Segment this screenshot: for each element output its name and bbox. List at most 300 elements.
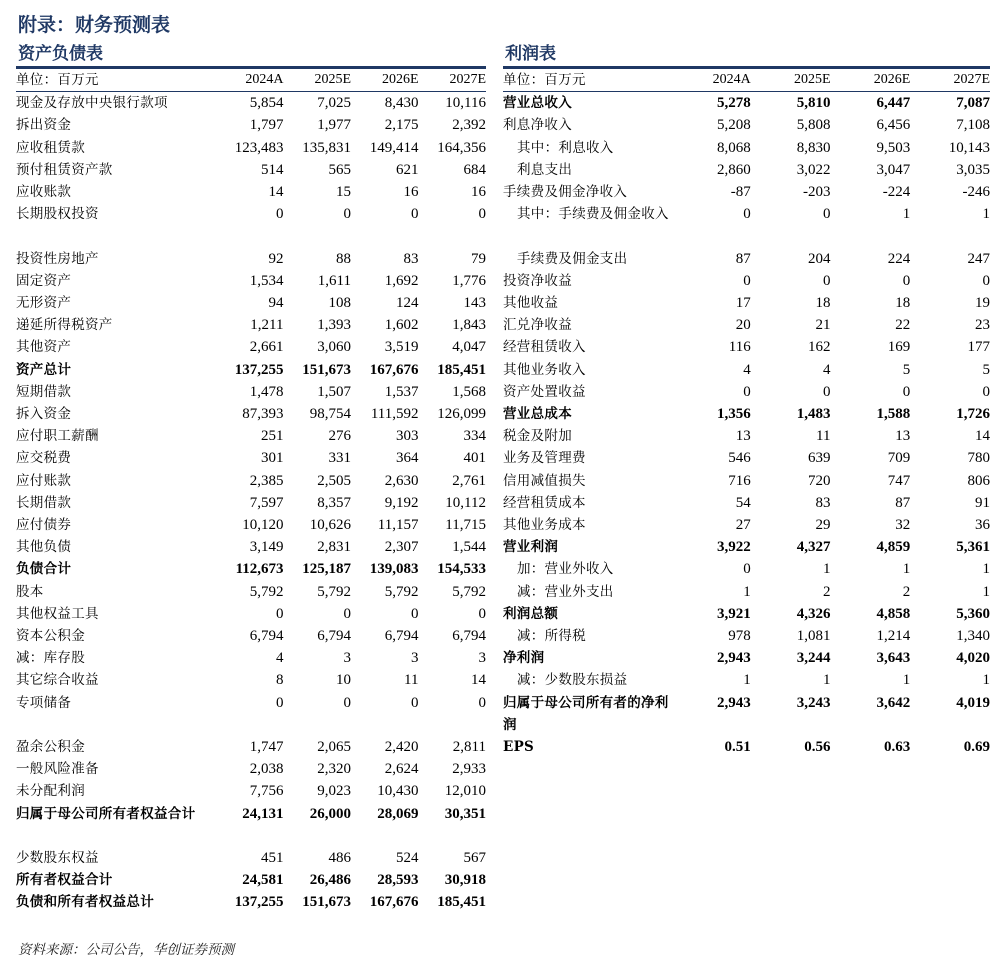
value-cell: 331 [328, 450, 351, 467]
table-row [503, 447, 990, 469]
value-cell: 1 [982, 672, 990, 689]
value-cell: 1,081 [796, 628, 831, 645]
value-cell: 1 [743, 583, 751, 600]
row-label: 其他收益 [503, 295, 559, 312]
table-row [503, 292, 990, 314]
value-cell: 1,776 [452, 272, 486, 289]
value-cell: 1,534 [249, 272, 284, 289]
value-cell: 567 [463, 850, 486, 867]
value-cell: 2,761 [452, 472, 486, 489]
value-cell: 1 [982, 583, 990, 600]
value-cell: 5,810 [796, 95, 831, 112]
table-row [503, 159, 990, 181]
value-cell: 2,831 [317, 539, 351, 556]
value-cell: 0 [276, 206, 284, 223]
value-cell: 10 [336, 672, 351, 689]
value-cell: 224 [887, 250, 911, 267]
value-cell: 806 [967, 472, 990, 489]
value-cell: 0.51 [724, 739, 751, 756]
year-header: 2027E [419, 69, 487, 92]
value-cell: 2,933 [452, 761, 486, 778]
table-row [16, 447, 486, 469]
table-row [16, 181, 486, 203]
value-cell: 0 [411, 694, 419, 711]
value-cell: 135,831 [302, 139, 351, 156]
page-title: 附录：财务预测表 [18, 14, 171, 36]
value-cell: -203 [803, 184, 831, 201]
value-cell: 30,351 [444, 805, 486, 822]
value-cell: 0 [276, 694, 284, 711]
value-cell: 108 [328, 295, 351, 312]
row-label: 营业总成本 [503, 406, 572, 423]
value-cell: 88 [336, 250, 351, 267]
table-row [16, 780, 486, 802]
row-label: 资本公积金 [16, 628, 85, 645]
value-cell: 524 [396, 850, 419, 867]
value-cell: 1,602 [384, 317, 419, 334]
value-cell: 3,921 [717, 605, 751, 622]
value-cell: 2,661 [249, 339, 284, 356]
value-cell: 486 [328, 850, 351, 867]
value-cell: 26,000 [309, 805, 351, 822]
row-label: 业务及管理费 [503, 450, 586, 467]
table-row [16, 492, 486, 514]
value-cell: 3,035 [956, 161, 990, 178]
value-cell: 1 [982, 561, 990, 578]
row-label: 短期借款 [16, 383, 72, 400]
row-label: 递延所得税资产 [16, 317, 113, 334]
spacer-row [16, 225, 486, 247]
value-cell: 3,244 [796, 650, 831, 667]
table-row [16, 403, 486, 425]
row-label: 投资性房地产 [16, 250, 99, 267]
table-row [503, 625, 990, 647]
value-cell: 5,792 [452, 583, 486, 600]
value-cell: 10,120 [242, 517, 284, 534]
value-cell: 247 [967, 250, 990, 267]
value-cell: 0 [343, 605, 351, 622]
value-cell: 87 [895, 494, 911, 511]
value-cell: 1,843 [452, 317, 486, 334]
table-row [503, 336, 990, 358]
income-statement-panel [503, 43, 990, 758]
value-cell: 7,597 [249, 494, 284, 511]
value-cell: 18 [815, 295, 831, 312]
table-row [16, 758, 486, 780]
value-cell: 0.63 [884, 739, 911, 756]
value-cell: 0 [276, 605, 284, 622]
table-row [503, 492, 990, 514]
value-cell: 4,019 [956, 694, 990, 711]
row-label: 固定资产 [16, 272, 72, 289]
row-label: 归属于母公司所有者的净利润 [503, 694, 669, 733]
value-cell: 0 [343, 694, 351, 711]
table-row [16, 647, 486, 669]
value-cell: 7,025 [317, 95, 351, 112]
value-cell: 11 [404, 672, 419, 689]
value-cell: 13 [895, 428, 911, 445]
value-cell: 5,278 [717, 95, 751, 112]
row-label: EPS [503, 739, 535, 756]
value-cell: 185,451 [437, 894, 486, 911]
row-label: 少数股东权益 [16, 850, 99, 867]
value-cell: 3,060 [317, 339, 351, 356]
value-cell: 303 [396, 428, 419, 445]
table-row [16, 891, 486, 913]
value-cell: 780 [967, 450, 990, 467]
value-cell: 3,922 [717, 539, 751, 556]
value-cell: 1,568 [452, 383, 486, 400]
value-cell: 0 [411, 206, 419, 223]
row-label: 应付账款 [16, 472, 72, 489]
value-cell: 1,211 [250, 317, 284, 334]
table-row [503, 114, 990, 136]
value-cell: 12,010 [444, 783, 486, 800]
value-cell: 124 [396, 295, 419, 312]
value-cell: 5 [982, 361, 990, 378]
table-row [16, 803, 486, 847]
table-row [16, 603, 486, 625]
row-label: 应收租赁款 [16, 139, 85, 156]
value-cell: 167,676 [369, 894, 419, 911]
row-label: 无形资产 [16, 295, 72, 312]
table-row [16, 669, 486, 691]
row-label: 应收账款 [16, 184, 72, 201]
unit-label: 单位：百万元 [16, 69, 216, 92]
value-cell: 116 [728, 339, 751, 356]
row-label: 资产总计 [16, 361, 72, 378]
value-cell: 137,255 [234, 894, 284, 911]
value-cell: 0.69 [963, 739, 990, 756]
table-row [503, 203, 990, 247]
value-cell: 94 [268, 295, 284, 312]
value-cell: 137,255 [234, 361, 284, 378]
value-cell: 3 [343, 650, 351, 667]
value-cell: 14 [471, 672, 486, 689]
value-cell: 251 [261, 428, 284, 445]
value-cell: 3,243 [796, 694, 831, 711]
value-cell: 2 [823, 583, 831, 600]
value-cell: -87 [730, 184, 751, 201]
value-cell: 514 [261, 161, 284, 178]
value-cell: 2,065 [317, 739, 351, 756]
value-cell: 684 [463, 161, 486, 178]
value-cell: 8,830 [796, 139, 831, 156]
value-cell: 6,456 [876, 117, 911, 134]
value-cell: 1 [823, 672, 831, 689]
value-cell: 2,624 [384, 761, 419, 778]
value-cell: 1 [823, 561, 831, 578]
row-label: 长期股权投资 [16, 206, 99, 223]
row-label: 一般风险准备 [16, 761, 99, 778]
table-row [16, 248, 486, 270]
value-cell: 5,360 [956, 605, 990, 622]
value-cell: 2,630 [384, 472, 419, 489]
value-cell: 2,038 [249, 761, 284, 778]
row-label: 所有者权益合计 [16, 872, 113, 889]
row-label: 资产处置收益 [503, 383, 586, 400]
value-cell: 5,808 [796, 117, 831, 134]
table-row [16, 203, 486, 225]
value-cell: 27 [735, 517, 751, 534]
value-cell: 2 [902, 583, 911, 600]
year-header: 2024A [671, 69, 751, 92]
value-cell: 20 [735, 317, 751, 334]
value-cell: 7,087 [956, 95, 990, 112]
value-cell: 2,175 [384, 117, 419, 134]
table-row [503, 558, 990, 580]
value-cell: 3,642 [876, 694, 911, 711]
value-cell: 0 [902, 383, 911, 400]
value-cell: 2,307 [384, 539, 419, 556]
value-cell: 162 [808, 339, 831, 356]
value-cell: 10,116 [445, 95, 486, 112]
table-row [16, 314, 486, 336]
value-cell: -246 [962, 184, 990, 201]
value-cell: 91 [975, 494, 990, 511]
value-cell: 5,792 [384, 583, 419, 600]
table-row [503, 692, 990, 736]
value-cell: 2,505 [317, 472, 351, 489]
value-cell: 0 [982, 272, 990, 289]
row-label: 负债和所有者权益总计 [16, 894, 154, 911]
value-cell: 4 [823, 361, 831, 378]
row-label: 未分配利润 [16, 783, 85, 800]
value-cell: 720 [808, 472, 831, 489]
value-cell: 1,544 [452, 539, 486, 556]
value-cell: 112,673 [235, 561, 284, 578]
value-cell: 54 [735, 494, 751, 511]
row-label: 应交税费 [16, 450, 72, 467]
source-note: 资料来源：公司公告，华创证券预测 [18, 942, 234, 958]
value-cell: 11,715 [445, 517, 486, 534]
value-cell: 1,726 [956, 406, 990, 423]
value-cell: 4,326 [796, 605, 831, 622]
value-cell: 83 [403, 250, 419, 267]
row-label: 利息支出 [517, 161, 573, 178]
row-label: 专项储备 [16, 694, 72, 711]
value-cell: 13 [735, 428, 751, 445]
value-cell: 1,483 [796, 406, 831, 423]
value-cell: 1,393 [317, 317, 351, 334]
value-cell: 164,356 [437, 139, 486, 156]
value-cell: 747 [887, 472, 911, 489]
value-cell: 1,356 [717, 406, 751, 423]
year-header: 2025E [751, 69, 831, 92]
table-row [503, 536, 990, 558]
value-cell: 978 [728, 628, 751, 645]
row-label: 其他权益工具 [16, 605, 99, 622]
value-cell: 1,611 [317, 272, 351, 289]
value-cell: 21 [815, 317, 831, 334]
value-cell: 1,797 [249, 117, 284, 134]
balance-sheet-title: 资产负债表 [16, 43, 486, 69]
value-cell: 139,083 [369, 561, 419, 578]
value-cell: 126,099 [437, 406, 486, 423]
value-cell: 204 [808, 250, 831, 267]
value-cell: 1,588 [876, 406, 911, 423]
value-cell: 401 [463, 450, 486, 467]
value-cell: 19 [975, 295, 990, 312]
value-cell: 0 [823, 383, 831, 400]
row-label: 其中：利息收入 [517, 139, 614, 156]
value-cell: 15 [336, 184, 351, 201]
table-row [503, 314, 990, 336]
value-cell: 716 [728, 472, 751, 489]
value-cell: 3,643 [876, 650, 911, 667]
table-row [16, 359, 486, 381]
table-row [16, 692, 486, 714]
value-cell: 1 [743, 672, 751, 689]
row-label: 利润总额 [503, 605, 559, 622]
value-cell: 1 [902, 561, 911, 578]
value-cell: 1,214 [876, 628, 911, 645]
value-cell: 2,943 [717, 694, 751, 711]
value-cell: 87 [735, 250, 751, 267]
value-cell: 0 [743, 561, 751, 578]
value-cell: 5,792 [249, 583, 284, 600]
value-cell: 6,794 [317, 628, 351, 645]
row-label: 信用减值损失 [503, 472, 586, 489]
value-cell: 17 [735, 295, 751, 312]
row-label: 负债合计 [16, 561, 72, 578]
value-cell: 3,047 [876, 161, 911, 178]
value-cell: 5,792 [317, 583, 351, 600]
value-cell: 0 [743, 383, 751, 400]
year-header: 2024A [216, 69, 284, 92]
row-label: 营业利润 [503, 539, 559, 556]
table-row [16, 558, 486, 580]
value-cell: 6,794 [452, 628, 486, 645]
table-row [16, 847, 486, 869]
value-cell: 151,673 [302, 361, 351, 378]
income-statement-title: 利润表 [503, 43, 990, 69]
value-cell: 4,020 [956, 650, 990, 667]
income-statement-table [503, 69, 990, 758]
value-cell: 167,676 [369, 361, 419, 378]
value-cell: 36 [975, 517, 990, 534]
value-cell: 177 [967, 339, 990, 356]
row-label: 预付租赁资产款 [16, 161, 113, 178]
table-row [16, 536, 486, 558]
value-cell: 5,208 [717, 117, 751, 134]
row-label: 应付债券 [16, 517, 72, 534]
value-cell: 3,519 [384, 339, 419, 356]
value-cell: 0 [478, 694, 486, 711]
value-cell: 0 [902, 272, 911, 289]
value-cell: 2,320 [317, 761, 351, 778]
value-cell: 1,747 [249, 739, 284, 756]
table-row [16, 470, 486, 492]
year-header: 2026E [831, 69, 911, 92]
value-cell: 9,023 [317, 783, 351, 800]
value-cell: 2,943 [717, 650, 751, 667]
value-cell: 10,112 [445, 494, 486, 511]
value-cell: 11 [816, 428, 831, 445]
value-cell: 10,430 [377, 783, 419, 800]
value-cell: 3 [411, 650, 419, 667]
value-cell: 0 [343, 206, 351, 223]
value-cell: 2,392 [452, 117, 486, 134]
table-row [503, 425, 990, 447]
row-label: 经营租赁成本 [503, 494, 586, 511]
value-cell: 125,187 [302, 561, 351, 578]
value-cell: 6,794 [384, 628, 419, 645]
value-cell: 8,430 [384, 95, 419, 112]
value-cell: 451 [261, 850, 284, 867]
table-row [16, 625, 486, 647]
table-row [503, 736, 990, 758]
table-row [503, 270, 990, 292]
table-row [503, 647, 990, 669]
table-row [503, 470, 990, 492]
row-label: 减：所得税 [517, 628, 586, 645]
value-cell: 301 [261, 450, 284, 467]
table-row [16, 92, 486, 115]
value-cell: 0 [823, 206, 831, 223]
unit-label: 单位：百万元 [503, 69, 671, 92]
value-cell: 83 [815, 494, 831, 511]
value-cell: 1,537 [384, 383, 419, 400]
value-cell: 18 [895, 295, 911, 312]
value-cell: 0 [478, 605, 486, 622]
value-cell: 546 [728, 450, 751, 467]
table-row [503, 603, 990, 625]
row-label: 现金及存放中央银行款项 [16, 95, 168, 112]
table-row [503, 514, 990, 536]
row-label: 汇兑净收益 [503, 317, 572, 334]
value-cell: 6,794 [249, 628, 284, 645]
value-cell: 1,977 [317, 117, 351, 134]
value-cell: 1 [982, 206, 990, 223]
table-row [16, 425, 486, 447]
value-cell: 2,385 [249, 472, 284, 489]
value-cell: 621 [396, 161, 419, 178]
table-row [16, 869, 486, 891]
value-cell: 98,754 [309, 406, 351, 423]
value-cell: 11,157 [377, 517, 419, 534]
row-label: 拆入资金 [16, 406, 72, 423]
value-cell: 22 [895, 317, 911, 334]
value-cell: 1,340 [956, 628, 990, 645]
table-row [503, 381, 990, 403]
value-cell: 1,692 [384, 272, 419, 289]
value-cell: 151,673 [302, 894, 351, 911]
value-cell: 565 [328, 161, 351, 178]
row-label: 股本 [16, 583, 44, 600]
table-row [503, 137, 990, 159]
value-cell: 14 [268, 184, 284, 201]
value-cell: 709 [887, 450, 911, 467]
value-cell: 87,393 [242, 406, 284, 423]
table-row [16, 137, 486, 159]
value-cell: 0 [982, 383, 990, 400]
table-row [503, 581, 990, 603]
balance-sheet-panel [16, 43, 486, 914]
value-cell: 169 [887, 339, 911, 356]
table-row [16, 381, 486, 403]
table-row [16, 514, 486, 536]
row-label: 手续费及佣金净收入 [503, 184, 628, 201]
value-cell: 149,414 [369, 139, 419, 156]
value-cell: 0 [823, 272, 831, 289]
table-row [16, 736, 486, 758]
year-header: 2026E [351, 69, 419, 92]
row-label: 加：营业外收入 [517, 561, 614, 578]
value-cell: 111,592 [370, 406, 419, 423]
value-cell: 3,149 [249, 539, 284, 556]
value-cell: 5 [902, 361, 911, 378]
